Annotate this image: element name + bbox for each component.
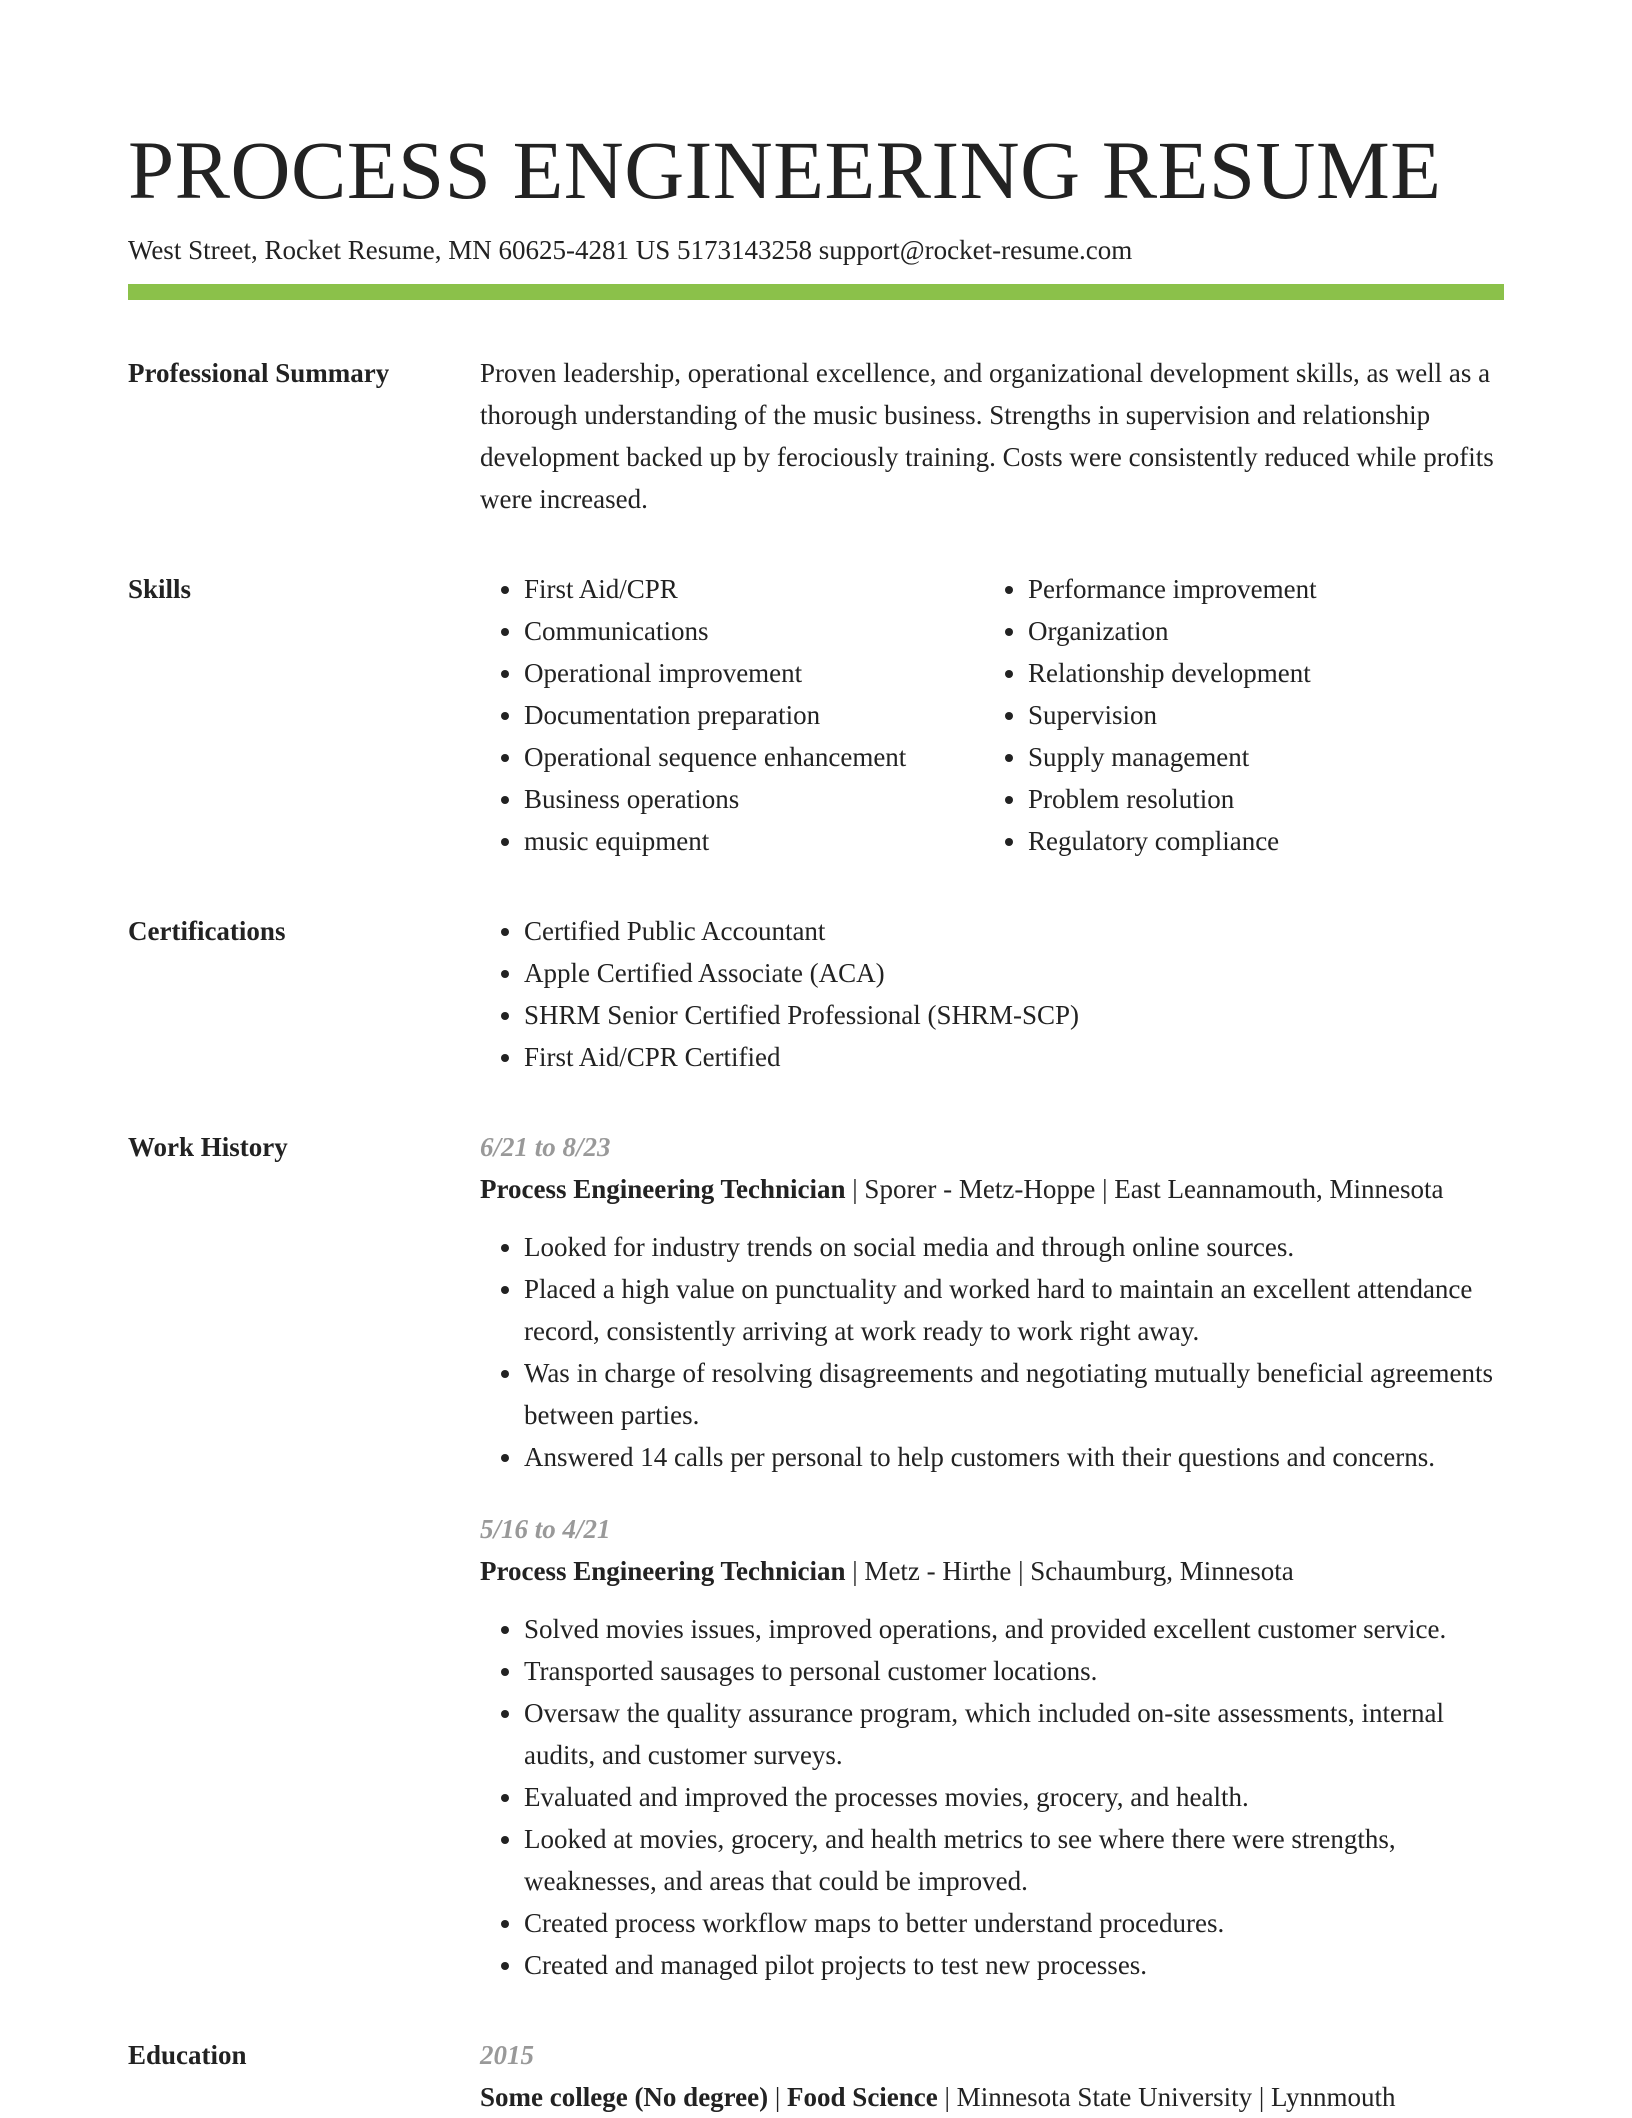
skill-item: • Organization — [1028, 610, 1548, 652]
education-separator: | — [768, 2082, 788, 2112]
skill-item: • Operational improvement — [524, 652, 984, 694]
certification-item: • First Aid/CPR Certified — [524, 1036, 1504, 1078]
certification-item: • SHRM Senior Certified Professional (SHRM-SCP) — [524, 994, 1504, 1036]
skill-item: • music equipment — [524, 820, 984, 862]
job-heading — [480, 1168, 1504, 1210]
job-bullets — [480, 1608, 1504, 1986]
certifications-body — [480, 910, 1504, 1078]
summary-label: Professional Summary — [128, 358, 390, 388]
education-section — [128, 2034, 1504, 2118]
skill-item: • Operational sequence enhancement — [524, 736, 984, 778]
skill-item: • Problem resolution — [1028, 778, 1548, 820]
skills-columns — [480, 568, 1504, 862]
job-bullet: • Looked for industry trends on social media and through online sources. — [524, 1226, 1504, 1268]
education-year: 2015 — [480, 2040, 534, 2070]
summary-text: Proven leadership, operational excellence, and organizational development skills, as well as a thorough understanding of the music business. Strengths in supervision and relationship development backed up by ferociously training. Costs were consistently reduced while profits were increased. — [480, 358, 1494, 514]
education-body — [480, 2034, 1504, 2118]
resume-page — [128, 0, 1504, 2118]
job-dates: 6/21 to 8/23 — [480, 1132, 611, 1162]
skills-body — [480, 568, 1504, 862]
job-dates: 5/16 to 4/21 — [480, 1514, 611, 1544]
job-bullet: • Transported sausages to personal customer locations. — [524, 1650, 1504, 1692]
contact-line: West Street, Rocket Resume, MN 60625-4281 US 5173143258 support@rocket-resume.com — [128, 235, 1133, 265]
work-history-body — [480, 1126, 1504, 1986]
education-label: Education — [128, 2040, 247, 2070]
skill-item: • Supervision — [1028, 694, 1548, 736]
job-bullet: • Placed a high value on punctuality and worked hard to maintain an excellent attendance record, consistently arriving at work ready to work right away. — [524, 1268, 1504, 1352]
skill-item: • Performance improvement — [1028, 568, 1548, 610]
summary-section — [128, 352, 1504, 520]
accent-divider — [128, 284, 1504, 300]
resume-title: PROCESS ENGINEERING RESUME — [128, 124, 1442, 216]
skill-item: • Documentation preparation — [524, 694, 984, 736]
skills-label: Skills — [128, 574, 192, 604]
job-details: | Sporer - Metz-Hoppe | East Leannamouth, Minnesota — [845, 1174, 1444, 1204]
job-bullet: • Looked at movies, grocery, and health metrics to see where there were strengths, weaknesses, and areas that could be improved. — [524, 1818, 1504, 1902]
skills-list-right — [984, 568, 1548, 862]
skill-item: • Business operations — [524, 778, 984, 820]
job-title: Process Engineering Technician — [480, 1174, 846, 1204]
certification-item: • Certified Public Accountant — [524, 910, 1504, 952]
skills-list-left — [480, 568, 984, 862]
job-bullets — [480, 1226, 1504, 1478]
summary-body — [480, 352, 1504, 520]
education-degree: Some college (No degree) — [480, 2082, 769, 2112]
job-bullet: • Solved movies issues, improved operations, and provided excellent customer service. — [524, 1608, 1504, 1650]
certification-item: • Apple Certified Associate (ACA) — [524, 952, 1504, 994]
job-details: | Metz - Hirthe | Schaumburg, Minnesota — [845, 1556, 1294, 1586]
work-history-label: Work History — [128, 1132, 288, 1162]
skill-item: • Communications — [524, 610, 984, 652]
job-bullet: • Created process workflow maps to better understand procedures. — [524, 1902, 1504, 1944]
certifications-section — [128, 910, 1504, 1078]
skill-item: • Regulatory compliance — [1028, 820, 1548, 862]
skill-item: • Relationship development — [1028, 652, 1548, 694]
job-heading — [480, 1550, 1504, 1592]
skill-item: • First Aid/CPR — [524, 568, 984, 610]
work-history-section — [128, 1126, 1504, 1986]
skills-section — [128, 568, 1504, 862]
job-bullet: • Evaluated and improved the processes movies, grocery, and health. — [524, 1776, 1504, 1818]
job-title: Process Engineering Technician — [480, 1556, 846, 1586]
certifications-list — [480, 910, 1504, 1078]
certifications-label: Certifications — [128, 916, 286, 946]
skill-item: • Supply management — [1028, 736, 1548, 778]
job-entry — [480, 1126, 1504, 1478]
job-entry — [480, 1508, 1504, 1986]
education-field: Food Science — [787, 2082, 938, 2112]
job-bullet: • Created and managed pilot projects to test new processes. — [524, 1944, 1504, 1986]
job-bullet: • Was in charge of resolving disagreements and negotiating mutually beneficial agreements between parties. — [524, 1352, 1504, 1436]
job-bullet: • Answered 14 calls per personal to help customers with their questions and concerns. — [524, 1436, 1504, 1478]
education-details: | Minnesota State University | Lynnmouth — [937, 2082, 1396, 2112]
job-bullet: • Oversaw the quality assurance program, which included on-site assessments, internal audits, and customer surveys. — [524, 1692, 1504, 1776]
